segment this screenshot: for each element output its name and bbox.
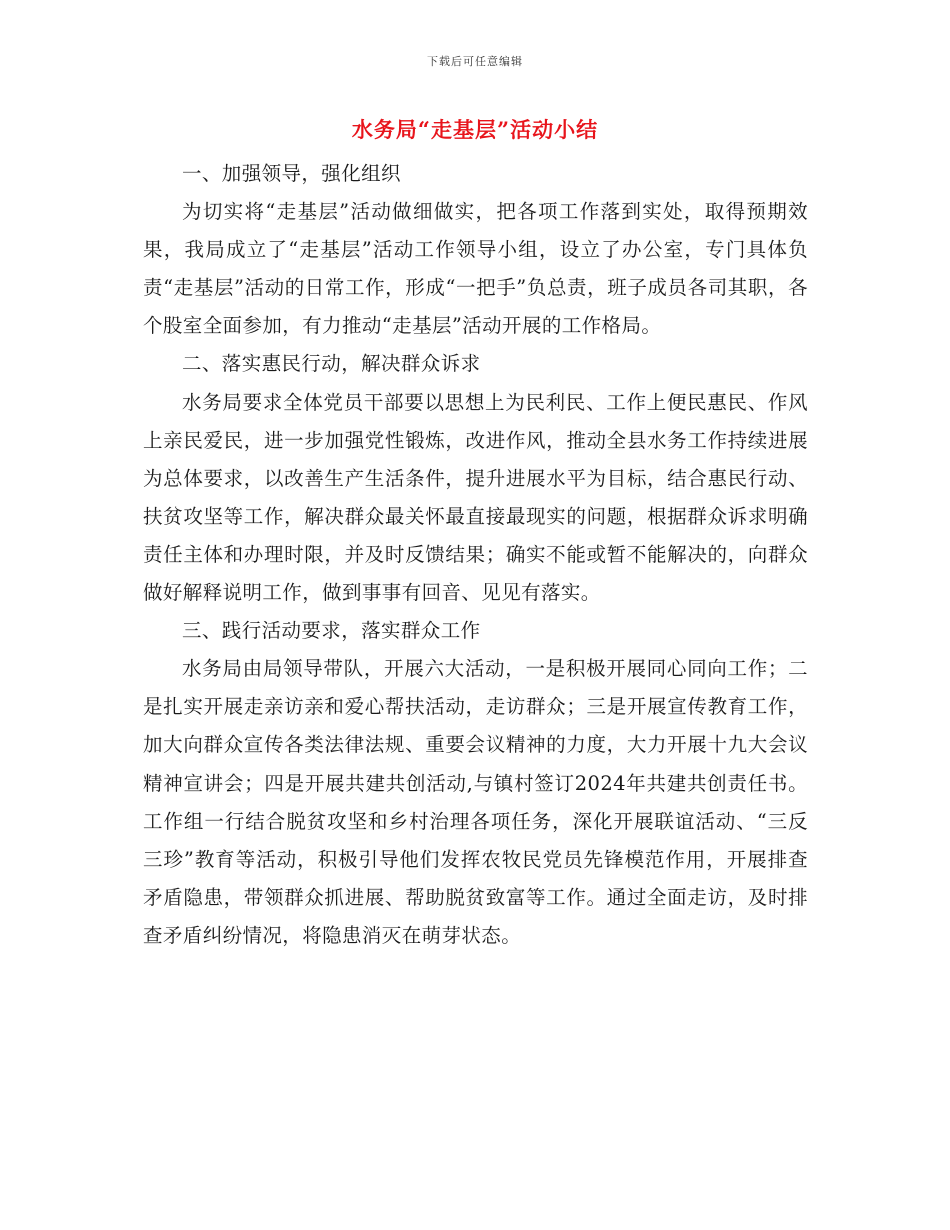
section-paragraph-3: 水务局由局领导带队，开展六大活动，一是积极开展同心同向工作；二是扎实开展走亲访亲和爱心帮扶活动，走访群众；三是开展宣传教育工作，加大向群众宣传各类法律法规、重要会议精神的力度，大力开展十九大会议精神宣讲会；四是开展共建共创活动,与镇村签订2024年共建共创责任书。工作组一行结合脱贫攻坚和乡村治理各项任务，深化开展联谊活动、“三反三珍”教育等活动，积极引导他们发挥农牧民党员先锋模范作用，开展排查矛盾隐患，带领群众抓进展、帮助脱贫致富等工作。通过全面走访，及时排查矛盾纠纷情况，将隐患消灭在萌芽状态。 (143, 657, 808, 947)
section-heading-2: 二、落实惠民行动，解决群众诉求 (182, 352, 481, 376)
document-title: 水务局“走基层”活动小结 (351, 117, 599, 142)
document-body (143, 155, 808, 955)
section-heading-3: 三、践行活动要求，落实群众工作 (182, 619, 481, 643)
section-paragraph-1: 为切实将“走基层”活动做细做实，把各项工作落到实处，取得预期效果，我局成立了“走基层”活动工作领导小组，设立了办公室，专门具体负责“走基层”活动的日常工作，形成“一把手”负总责，班子成员各司其职，各个股室全面参加，有力推动“走基层”活动开展的工作格局。 (143, 200, 808, 338)
section-heading-1: 一、加强领导，强化组织 (182, 162, 401, 185)
page-header-note: 下载后可任意编辑 (427, 55, 523, 68)
section-paragraph-2: 水务局要求全体党员干部要以思想上为民利民、工作上便民惠民、作风上亲民爱民，进一步加强党性锻炼，改进作风，推动全县水务工作持续进展为总体要求，以改善生产生活条件，提升进展水平为目标，结合惠民行动、扶贫攻坚等工作，解决群众最关怀最直接最现实的问题，根据群众诉求明确责任主体和办理时限，并及时反馈结果；确实不能或暂不能解决的，向群众做好解释说明工作，做到事事有回音、见见有落实。 (143, 390, 808, 605)
